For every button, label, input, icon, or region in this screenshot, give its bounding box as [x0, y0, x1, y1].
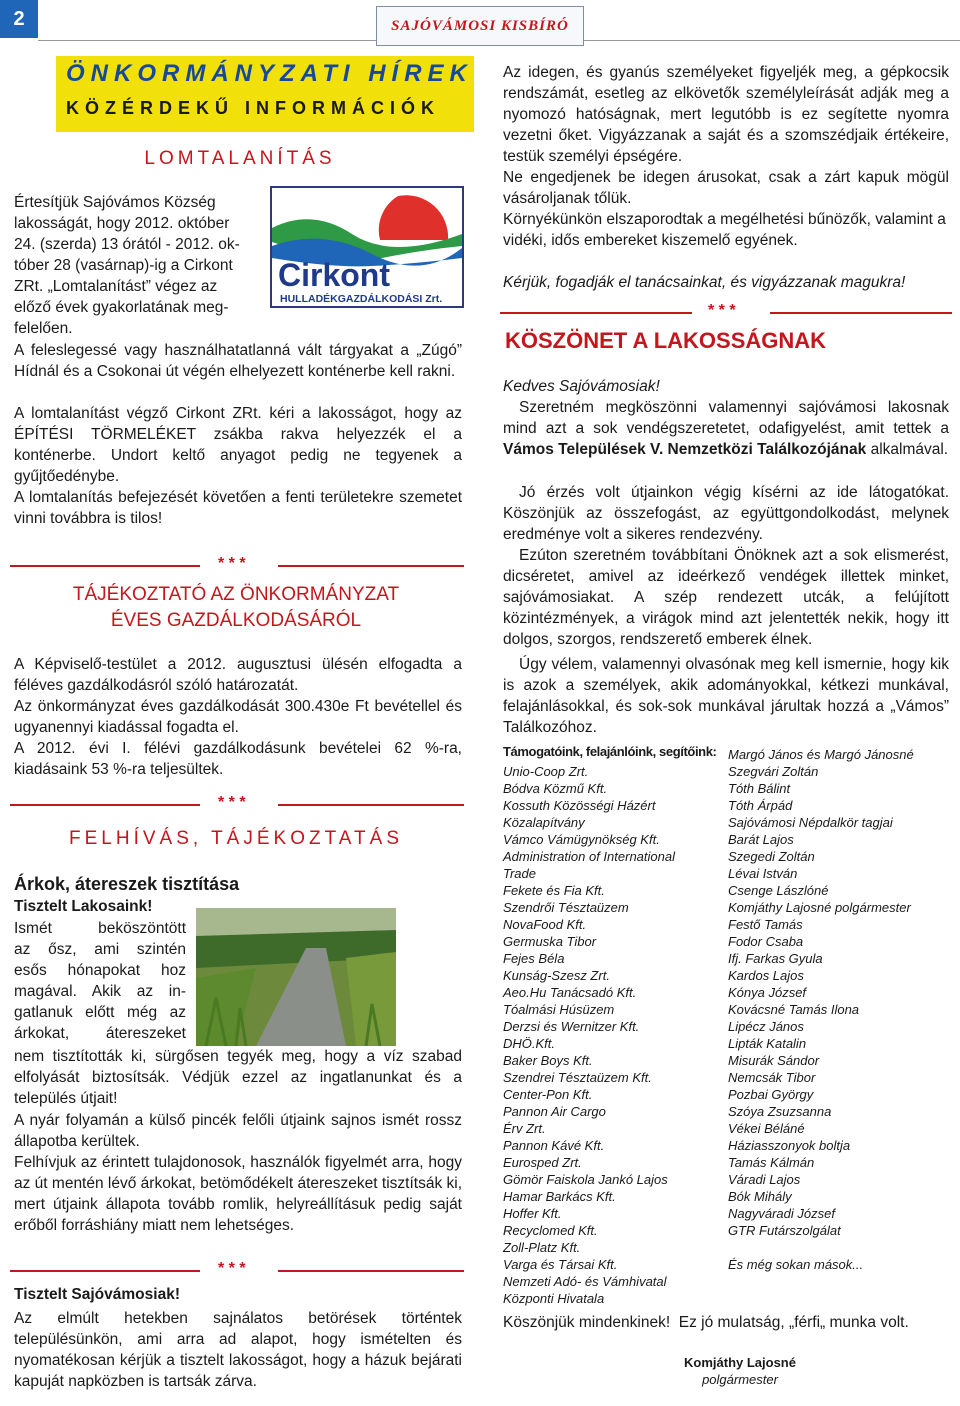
- divider-line: [278, 804, 464, 806]
- koszonet-p1-text: Szeretném megköszönni valamennyi sajóvámosi lakosnak mind azt a sok vendégszeretetet, odafigyelést, amit tettek a: [503, 399, 949, 437]
- banner-title: ÖNKORMÁNYZATI HÍREK: [66, 60, 473, 87]
- wrap-line: esős hónapokat hoz: [14, 962, 186, 979]
- supporter-item: Margó János és Margó Jánosné: [728, 747, 914, 762]
- koszonet-p3: Ezúton szeretném továbbítani Önöknek azt a sok elismerést, dicséretet, amivel az ideérkező vendégek illettek minket, sajóvámosiakat. A szép rendezett utcák, a felújított közintézmények, a virágok mind azt jelentették nekik, hogy itt dolgos, szorgos, rendszerető emberek élnek.: [503, 547, 949, 648]
- supporter-item: Zoll-Platz Kft.: [503, 1240, 581, 1255]
- intro-line: lakosságát, hogy 2012. október: [14, 215, 230, 232]
- supporter-item: NovaFood Kft.: [503, 917, 587, 932]
- supporter-item: Lipécz János: [728, 1019, 804, 1034]
- figyelmeztetes-p2: Az idegen, és gyanús személyeket figyeljék meg, a gépkocsik rendszámát, esetleg az elkövetők személyleírását adják meg a nyomozó hatóságnak, mert legutóbb is ez segítette nyomra vezetni őket. Vigyázzanak a saját és a szomszédjaik értékeire, testük személyi épségére.: [503, 64, 949, 165]
- masthead-title: SAJÓVÁMOSI KISBÍRÓ: [391, 17, 569, 34]
- supporter-item: Administration of International: [503, 849, 675, 864]
- supporter-item: Misurák Sándor: [728, 1053, 820, 1068]
- supporter-item: Aeo.Hu Tanácsadó Kft.: [503, 985, 637, 1000]
- masthead: [376, 6, 584, 46]
- supporter-item: Pozbai György: [728, 1087, 814, 1102]
- supporter-item: Trade: [503, 866, 536, 881]
- cirkont-logo-art: [272, 188, 462, 306]
- supporter-item: Kunság-Szesz Zrt.: [503, 968, 610, 983]
- koszonet-p1: [503, 397, 949, 460]
- supporters-list-right: [728, 746, 914, 1273]
- page-number: 2: [0, 0, 38, 38]
- supporter-item: Fejes Béla: [503, 951, 565, 966]
- felhivas-p1-rest: nem tisztították ki, sürgősen tegyék meg, hogy a víz szabad elfolyását biztosítsák. Védjük ezzel az ingatlanunkat és a település útjait!: [14, 1048, 462, 1107]
- divider-line: [10, 565, 200, 567]
- supporter-item: Sajóvámosi Népdalkör tagjai: [728, 815, 893, 830]
- supporter-item: Fekete és Fia Kft.: [503, 883, 605, 898]
- header-rule-left: [38, 40, 376, 41]
- koszonet-p2: Jó érzés volt útjainkon végig kísérni az ide látogatókat. Köszönjük az összefogást, az együttgondolkodást, melynek eredménye volt a sikeres rendezvény.: [503, 484, 949, 543]
- supporter-item: Germuska Tibor: [503, 934, 597, 949]
- supporter-item: Központi Hivatala: [503, 1291, 605, 1306]
- supporter-item: Varga és Társai Kft.: [503, 1257, 618, 1272]
- tajekoztato-heading-2: ÉVES GAZDÁLKODÁSÁRÓL: [110, 610, 362, 631]
- supporter-item: Szendrei Tésztaüzem Kft.: [503, 1070, 652, 1085]
- supporter-item: Hoffer Kft.: [503, 1206, 562, 1221]
- intro-line: ZRt. „Lomtalanítást” végez az: [14, 278, 218, 295]
- supporter-item: Pannon Kávé Kft.: [503, 1138, 605, 1153]
- lomtalanitas-heading: LOMTALANÍTÁS: [144, 148, 336, 169]
- lomtalanitas-intro: [14, 192, 268, 339]
- supporter-item: Tóth Árpád: [728, 798, 793, 813]
- ditch-photo: [196, 908, 396, 1046]
- supporter-item: GTR Futárszolgálat: [728, 1223, 841, 1238]
- header-rule-right: [584, 40, 960, 41]
- supporter-item: Lévai István: [728, 866, 798, 881]
- signature-name: Komjáthy Lajosné: [684, 1355, 796, 1370]
- divider-line: [500, 312, 692, 314]
- cirkont-logo: [270, 186, 464, 308]
- koszonet-closing: Köszönjük mindenkinek! Ez jó mulatság, „férfi„ munka volt.: [503, 1314, 909, 1331]
- supporter-item: Váradi Lajos: [728, 1172, 801, 1187]
- supporter-item: Baker Boys Kft.: [503, 1053, 593, 1068]
- supporter-item: [728, 1239, 914, 1256]
- lomtalanitas-p2: A lomtalanítást végző Cirkont ZRt. kéri a lakosságot, hogy az ÉPÍTÉSI TÖRMELÉKET zsákba rakva helyezzék el a konténerbe. Undort keltő anyagot pedig ne tegyenek a gyűjtőedénybe.: [14, 405, 462, 485]
- divider-stars: * * *: [218, 1260, 246, 1277]
- supporter-item: Vámco Vámügynökség Kft.: [503, 832, 660, 847]
- koszonet-greeting: Kedves Sajóvámosiak!: [503, 378, 660, 395]
- wrap-line: magával. Akik az in-: [14, 983, 186, 1000]
- felhivas-p2: A nyár folyamán a külső pincék felőli útjaink sajnos ismét rossz állapotba kerültek.: [14, 1112, 462, 1150]
- lomtalanitas-p1: A feleslegessé vagy használhatatlanná vált tárgyakat a „Zúgó” Hídnál és a Csokonai út végén elhelyezett konténerbe kell rakni.: [14, 342, 462, 380]
- divider-stars: * * *: [708, 302, 736, 319]
- logo-sub: HULLADÉKGAZDÁLKODÁSI Zrt.: [280, 293, 443, 305]
- wrap-line: árkokat, átereszeket: [14, 1025, 186, 1042]
- signature-title: polgármester: [702, 1372, 778, 1387]
- supporter-item: Bódva Közmű Kft.: [503, 781, 608, 796]
- supporter-item: Kovácsné Tamás Ilona: [728, 1002, 860, 1017]
- koszonet-p4: Úgy vélem, valamennyi olvasónak meg kell ismernie, hogy kik is azok a személyek, akik adományokkal, kétkezi munkával, felajánlásokkal, és sok-sok munkával járultak hozzá a „Vámos” Találkozóhoz.: [503, 656, 949, 736]
- supporter-item: Pannon Air Cargo: [503, 1104, 606, 1119]
- tajekoztato-p2: Az önkormányzat éves gazdálkodását 300.430e Ft bevétellel és ugyanennyi kiadással fogadta el.: [14, 698, 462, 736]
- supporter-item: Szóya Zsuzsanna: [728, 1104, 832, 1119]
- figyelmeztetes-p3: Ne engedjenek be idegen árusokat, csak a zárt kapuk mögül vásároljanak tőlük.: [503, 169, 949, 207]
- supporter-item: Szegvári Zoltán: [728, 764, 819, 779]
- intro-line: 24. (szerda) 13 órától - 2012. ok-: [14, 236, 240, 253]
- koszonet-p1-tail: alkalmával.: [866, 441, 949, 458]
- intro-line: felelően.: [14, 320, 73, 337]
- felhivas-p3: Felhívjuk az érintett tulajdonosok, használók figyelmét arra, hogy az út mentén lévő árkokat, betömődékelt átereszeket tisztítsák ki, mert útjaink állapota tovább romlik, helyreállításuk pedig saját erőből forráshiány miatt nem lehetséges.: [14, 1154, 462, 1234]
- supporter-item: Recyclomed Kft.: [503, 1223, 598, 1238]
- supporter-item: Nemcsák Tibor: [728, 1070, 816, 1085]
- supporter-item: Hamar Barkács Kft.: [503, 1189, 616, 1204]
- lomtalanitas-p3: A lomtalanítás befejezését követően a fenti területekre szemetet vinni továbbra is tilos!: [14, 489, 462, 527]
- supporter-item: Fodor Csaba: [728, 934, 804, 949]
- supporter-item: Lipták Katalin: [728, 1036, 807, 1051]
- figyelmeztetes-p5: Kérjük, fogadják el tanácsainkat, és vigyázzanak magukra!: [503, 274, 906, 291]
- supporter-item: Center-Pon Kft.: [503, 1087, 593, 1102]
- supporter-item: DHÖ.Kft.: [503, 1036, 556, 1051]
- divider-line: [278, 1270, 464, 1272]
- divider-line: [278, 565, 464, 567]
- supporter-item: Komjáthy Lajosné polgármester: [728, 900, 911, 915]
- supporter-item: Ifj. Farkas Gyula: [728, 951, 823, 966]
- supporter-item: Csenge Lászlóné: [728, 883, 829, 898]
- tajekoztato-heading-1: TÁJÉKOZTATÓ AZ ÖNKORMÁNYZAT: [72, 584, 400, 605]
- wrap-line: gatlanuk előtt még az: [14, 1004, 186, 1021]
- supporters-list-left: [503, 763, 675, 1307]
- wrap-line: Ismét beköszöntött: [14, 920, 186, 937]
- felhivas-wrap: [14, 918, 186, 1044]
- ditch-photo-art: [196, 908, 396, 1046]
- tajekoztato-p3: A 2012. évi I. félévi gazdálkodásunk bevételei 62 %-ra, kiadásaink 53 %-ra teljesültek.: [14, 740, 462, 778]
- koszonet-heading: KÖSZÖNET A LAKOSSÁGNAK: [505, 328, 827, 353]
- supporter-item: Szegedi Zoltán: [728, 849, 815, 864]
- supporter-item: Vékei Béláné: [728, 1121, 805, 1136]
- supporter-item: Festő Tamás: [728, 917, 803, 932]
- supporter-item: Háziasszonyok boltja: [728, 1138, 851, 1153]
- figyelmeztetes-salutation: Tisztelt Sajóvámosiak!: [14, 1286, 180, 1303]
- supporter-item: Barát Lajos: [728, 832, 794, 847]
- supporter-item: És még sokan mások...: [728, 1257, 864, 1272]
- supporter-item: Unio-Coop Zrt.: [503, 764, 589, 779]
- divider-stars: * * *: [218, 555, 246, 572]
- supporter-item: Nemzeti Adó- és Vámhivatal: [503, 1274, 667, 1289]
- supporter-item: Érv Zrt.: [503, 1121, 546, 1136]
- intro-line: előző évek gyakorlatának meg-: [14, 299, 229, 316]
- supporter-item: Derzsi és Wernitzer Kft.: [503, 1019, 640, 1034]
- tajekoztato-p1: A Képviselő-testület a 2012. augusztusi ülésén elfogadta a féléves gazdálkodásról szóló határozatát.: [14, 656, 462, 694]
- felhivas-subheading: Árkok, átereszek tisztítása: [14, 874, 240, 894]
- figyelmeztetes-p4: Környékünkön elszaporodtak a megélhetési bűnözők, valamint a vidéki, idős embereket kiszemelő egyének.: [503, 211, 946, 249]
- felhivas-heading: FELHÍVÁS, TÁJÉKOZTATÁS: [69, 828, 403, 849]
- divider-line: [10, 1270, 200, 1272]
- supporters-heading: Támogatóink, felajánlóink, segítőink:: [503, 744, 717, 759]
- wrap-line: az ősz, ami szintén: [14, 941, 186, 958]
- figyelmeztetes-p1: Az elmúlt hetekben sajnálatos betörések történtek településünkön, ami arra ad alapot, hogy ismételten és nyomatékosan kérjük a tisztelt lakosságot, hogy a házuk bejárati kapuját napközben is tartsák zárva.: [14, 1310, 462, 1390]
- supporter-item: Tóth Bálint: [728, 781, 791, 796]
- supporter-item: Gömör Faiskola Jankó Lajos: [503, 1172, 668, 1187]
- supporter-item: Kossuth Közösségi Házért: [503, 798, 656, 813]
- intro-line: tóber 28 (vasárnap)-ig a Cirkont: [14, 257, 233, 274]
- logo-text: Cirkont: [278, 257, 390, 293]
- event-name: Vámos Települések V. Nemzetközi Találkozójának: [503, 441, 867, 458]
- supporter-item: Tóalmási Húsüzem: [503, 1002, 615, 1017]
- supporter-item: Tamás Kálmán: [728, 1155, 815, 1170]
- banner-subtitle: KÖZÉRDEKŰ INFORMÁCIÓK: [66, 98, 440, 118]
- supporter-item: Kónya József: [728, 985, 807, 1000]
- supporter-item: Szendrői Tésztaüzem: [503, 900, 629, 915]
- supporter-item: Nagyváradi József: [728, 1206, 835, 1221]
- supporter-item: Bók Mihály: [728, 1189, 792, 1204]
- divider-stars: * * *: [218, 794, 246, 811]
- supporter-item: Eurosped Zrt.: [503, 1155, 582, 1170]
- supporter-item: Kardos Lajos: [728, 968, 804, 983]
- intro-line: Értesítjük Sajóvámos Község: [14, 194, 216, 211]
- felhivas-salutation: Tisztelt Lakosaink!: [14, 898, 153, 915]
- divider-line: [770, 312, 952, 314]
- supporter-item: Közalapítvány: [503, 815, 585, 830]
- divider-line: [10, 804, 200, 806]
